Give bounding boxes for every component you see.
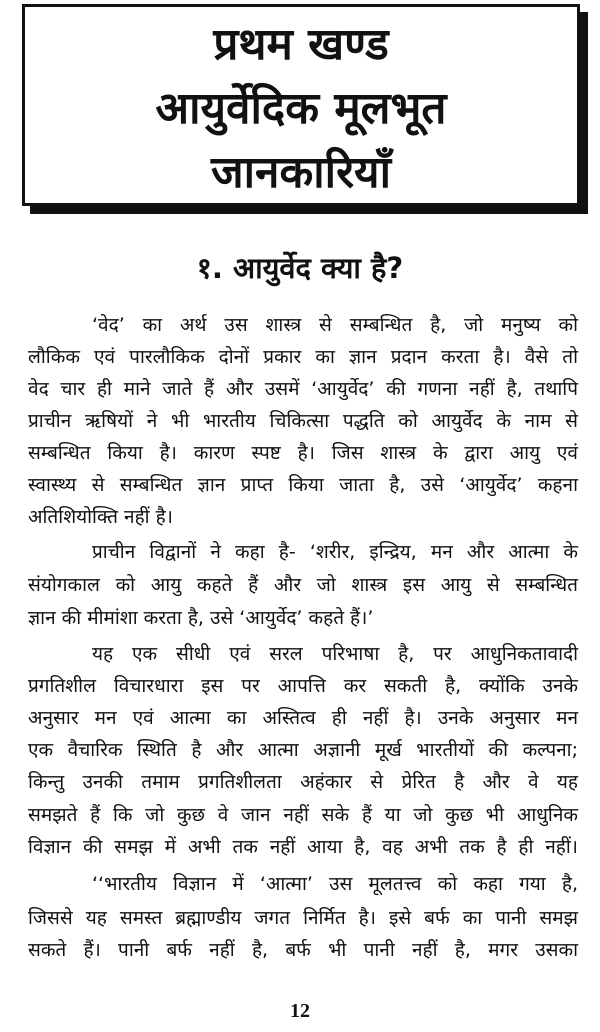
body-line: ‘वेद’ का अर्थ उस शास्त्र से सम्बन्धित है, जो मनुष्य को — [92, 314, 578, 336]
body-line: प्राचीन विद्वानों ने कहा है- ‘शरीर, इन्द्रिय, मन और आत्मा के — [92, 541, 578, 563]
body-line: लौकिक एवं पारलौकिक दोनों प्रकार का ज्ञान प्रदान करता है। वैसे तो — [28, 346, 578, 368]
body-line: सम्बन्धित किया है। कारण स्पष्ट है। जिस शास्त्र के द्वारा आयु एवं — [28, 442, 578, 464]
chapter-heading: १. आयुर्वेद क्या है? — [196, 251, 404, 285]
body-line: संयोगकाल को आयु कहते हैं और जो शास्त्र इस आयु से सम्बन्धित — [28, 574, 578, 596]
body-line: एक वैचारिक स्थिति है और आत्मा अज्ञानी मूर्ख भारतीयों की कल्पना; — [28, 739, 578, 761]
page-number: 12 — [290, 1000, 310, 1022]
section-title-line-1: प्रथम खण्ड — [213, 19, 389, 70]
section-title-line-3: जानकारियाँ — [211, 147, 391, 198]
section-title-line-2: आयुर्वेदिक मूलभूत — [155, 83, 447, 134]
body-line: वेद चार ही माने जाते हैं और उसमें ‘आयुर्वेद’ की गणना नहीं है, तथापि — [28, 378, 578, 400]
body-line: ज्ञान की मीमांशा करता है, उसे ‘आयुर्वेद’ कहते हैं।’ — [28, 607, 374, 629]
body-line: प्रगतिशील विचारधारा इस पर आपत्ति कर सकती है, क्योंकि उनके — [28, 675, 578, 697]
body-line: स्वास्थ्य से सम्बन्धित ज्ञान प्राप्त किया जाता है, उसे ‘आयुर्वेद’ कहना — [28, 474, 578, 496]
body-line: प्राचीन ऋषियों ने भी भारतीय चिकित्सा पद्धति को आयुर्वेद के नाम से — [28, 410, 578, 432]
body-line: समझते हैं कि जो कुछ वे जान नहीं सके हैं या जो कुछ भी आधुनिक — [28, 804, 578, 826]
body-line: किन्तु उनकी तमाम प्रगतिशीलता अहंकार से प्रेरित है और वे यह — [28, 771, 578, 793]
body-line: ‘‘भारतीय विज्ञान में ‘आत्मा’ उस मूलतत्त्व को कहा गया है, — [92, 873, 578, 895]
body-line: विज्ञान की समझ में अभी तक नहीं आया है, वह अभी तक है ही नहीं। — [28, 836, 578, 858]
body-line: यह एक सीधी एवं सरल परिभाषा है, पर आधुनिकतावादी — [92, 643, 578, 665]
body-line: सकते हैं। पानी बर्फ नहीं है, बर्फ भी पानी नहीं है, मगर उसका — [28, 939, 578, 961]
body-line: अतिशियोक्ति नहीं है। — [28, 506, 173, 528]
body-line: जिससे यह समस्त ब्रह्माण्डीय जगत निर्मित है। इसे बर्फ का पानी समझ — [28, 907, 578, 929]
body-line: अनुसार मन एवं आत्मा का अस्तित्व ही नहीं है। उनके अनुसार मन — [28, 707, 578, 729]
section-title-box — [22, 4, 580, 206]
